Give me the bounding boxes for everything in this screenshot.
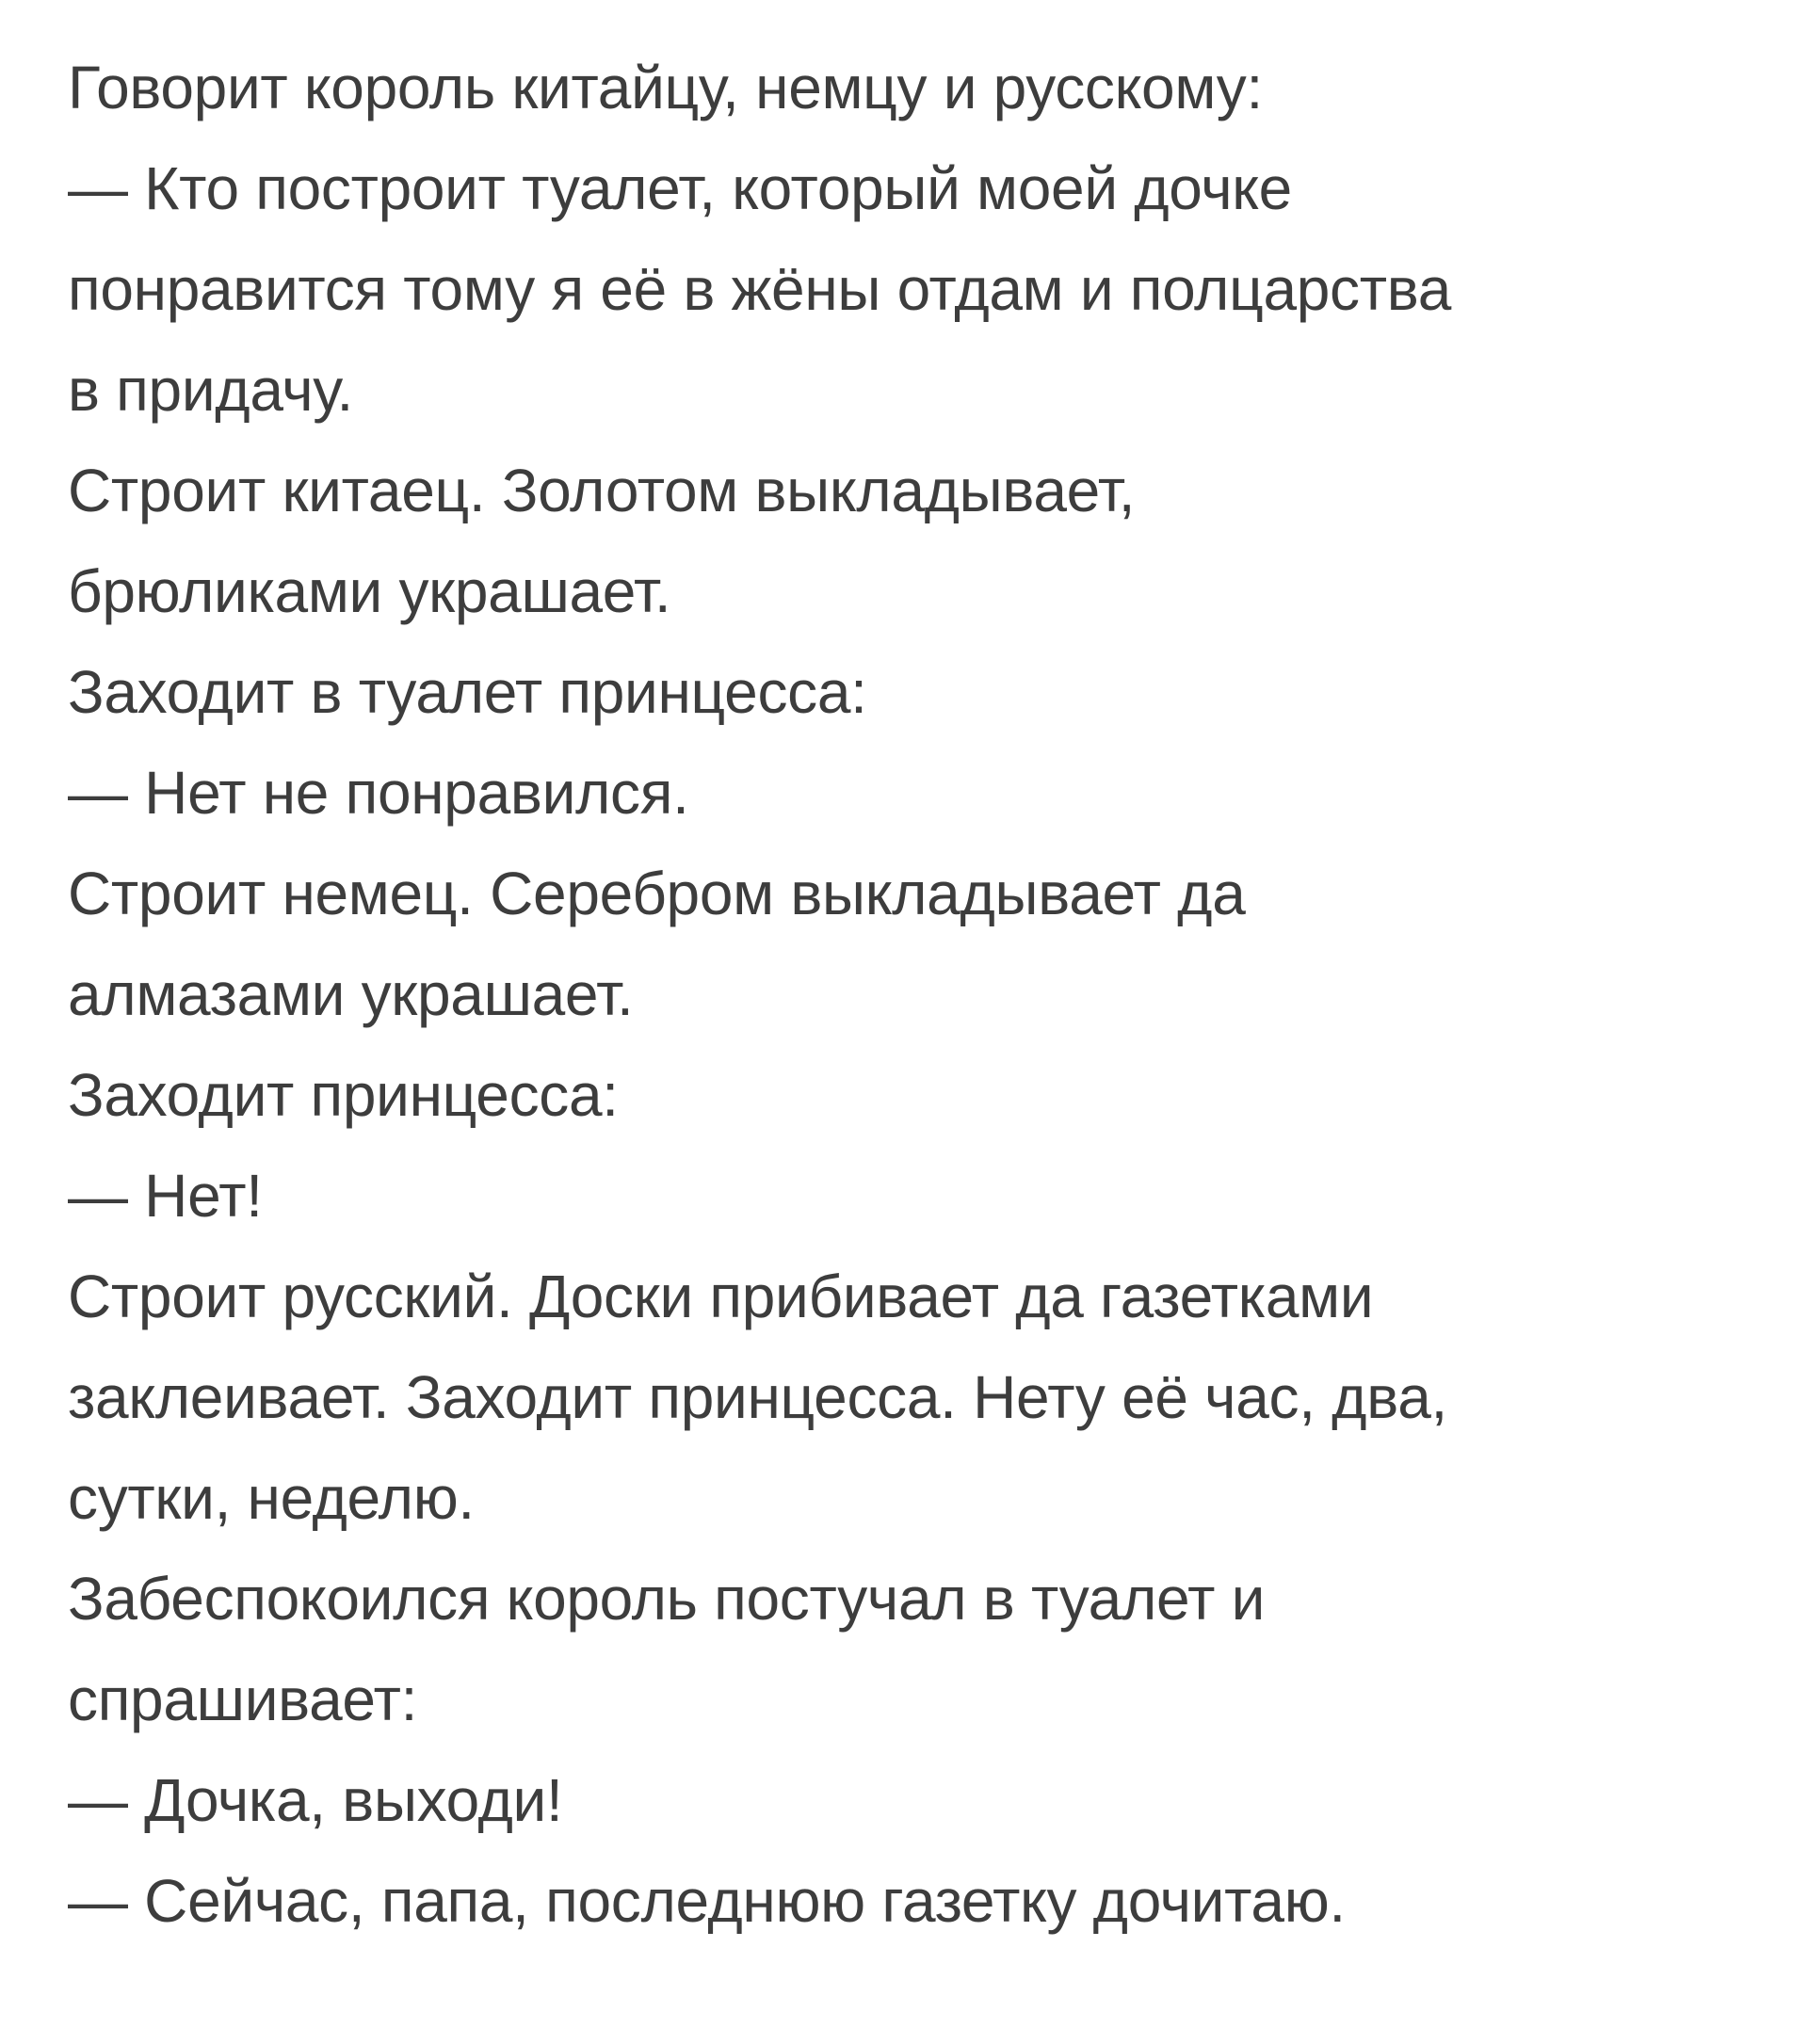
text-line: Заходит в туалет принцесса:: [68, 658, 867, 726]
text-line: брюликами украшает.: [68, 557, 671, 625]
joke-text: [68, 38, 1753, 1952]
text-line: Забеспокоился король постучал в туалет и: [68, 1565, 1266, 1633]
text-line: Строит немец. Серебром выкладывает да: [68, 860, 1246, 927]
text-line: в придачу.: [68, 356, 354, 424]
text-line: Заходит принцесса:: [68, 1061, 619, 1129]
text-line: сутки, неделю.: [68, 1464, 475, 1532]
text-line: алмазами украшает.: [68, 960, 634, 1028]
text-line: заклеивает. Заходит принцесса. Нету её час, два,: [68, 1363, 1447, 1431]
text-line: Строит китаец. Золотом выкладывает,: [68, 457, 1136, 524]
text-line: — Нет!: [68, 1162, 263, 1230]
text-line: — Сейчас, папа, последнюю газетку дочитаю.: [68, 1867, 1346, 1935]
text-line: — Дочка, выходи!: [68, 1766, 563, 1834]
text-line: — Нет не понравился.: [68, 759, 689, 827]
text-line: — Кто построит туалет, который моей дочке: [68, 154, 1292, 222]
text-line: понравится тому я её в жёны отдам и полцарства: [68, 255, 1452, 323]
text-line: спрашивает:: [68, 1666, 418, 1733]
text-line: Говорит король китайцу, немцу и русскому:: [68, 54, 1263, 121]
text-line: Строит русский. Доски прибивает да газетками: [68, 1263, 1374, 1330]
